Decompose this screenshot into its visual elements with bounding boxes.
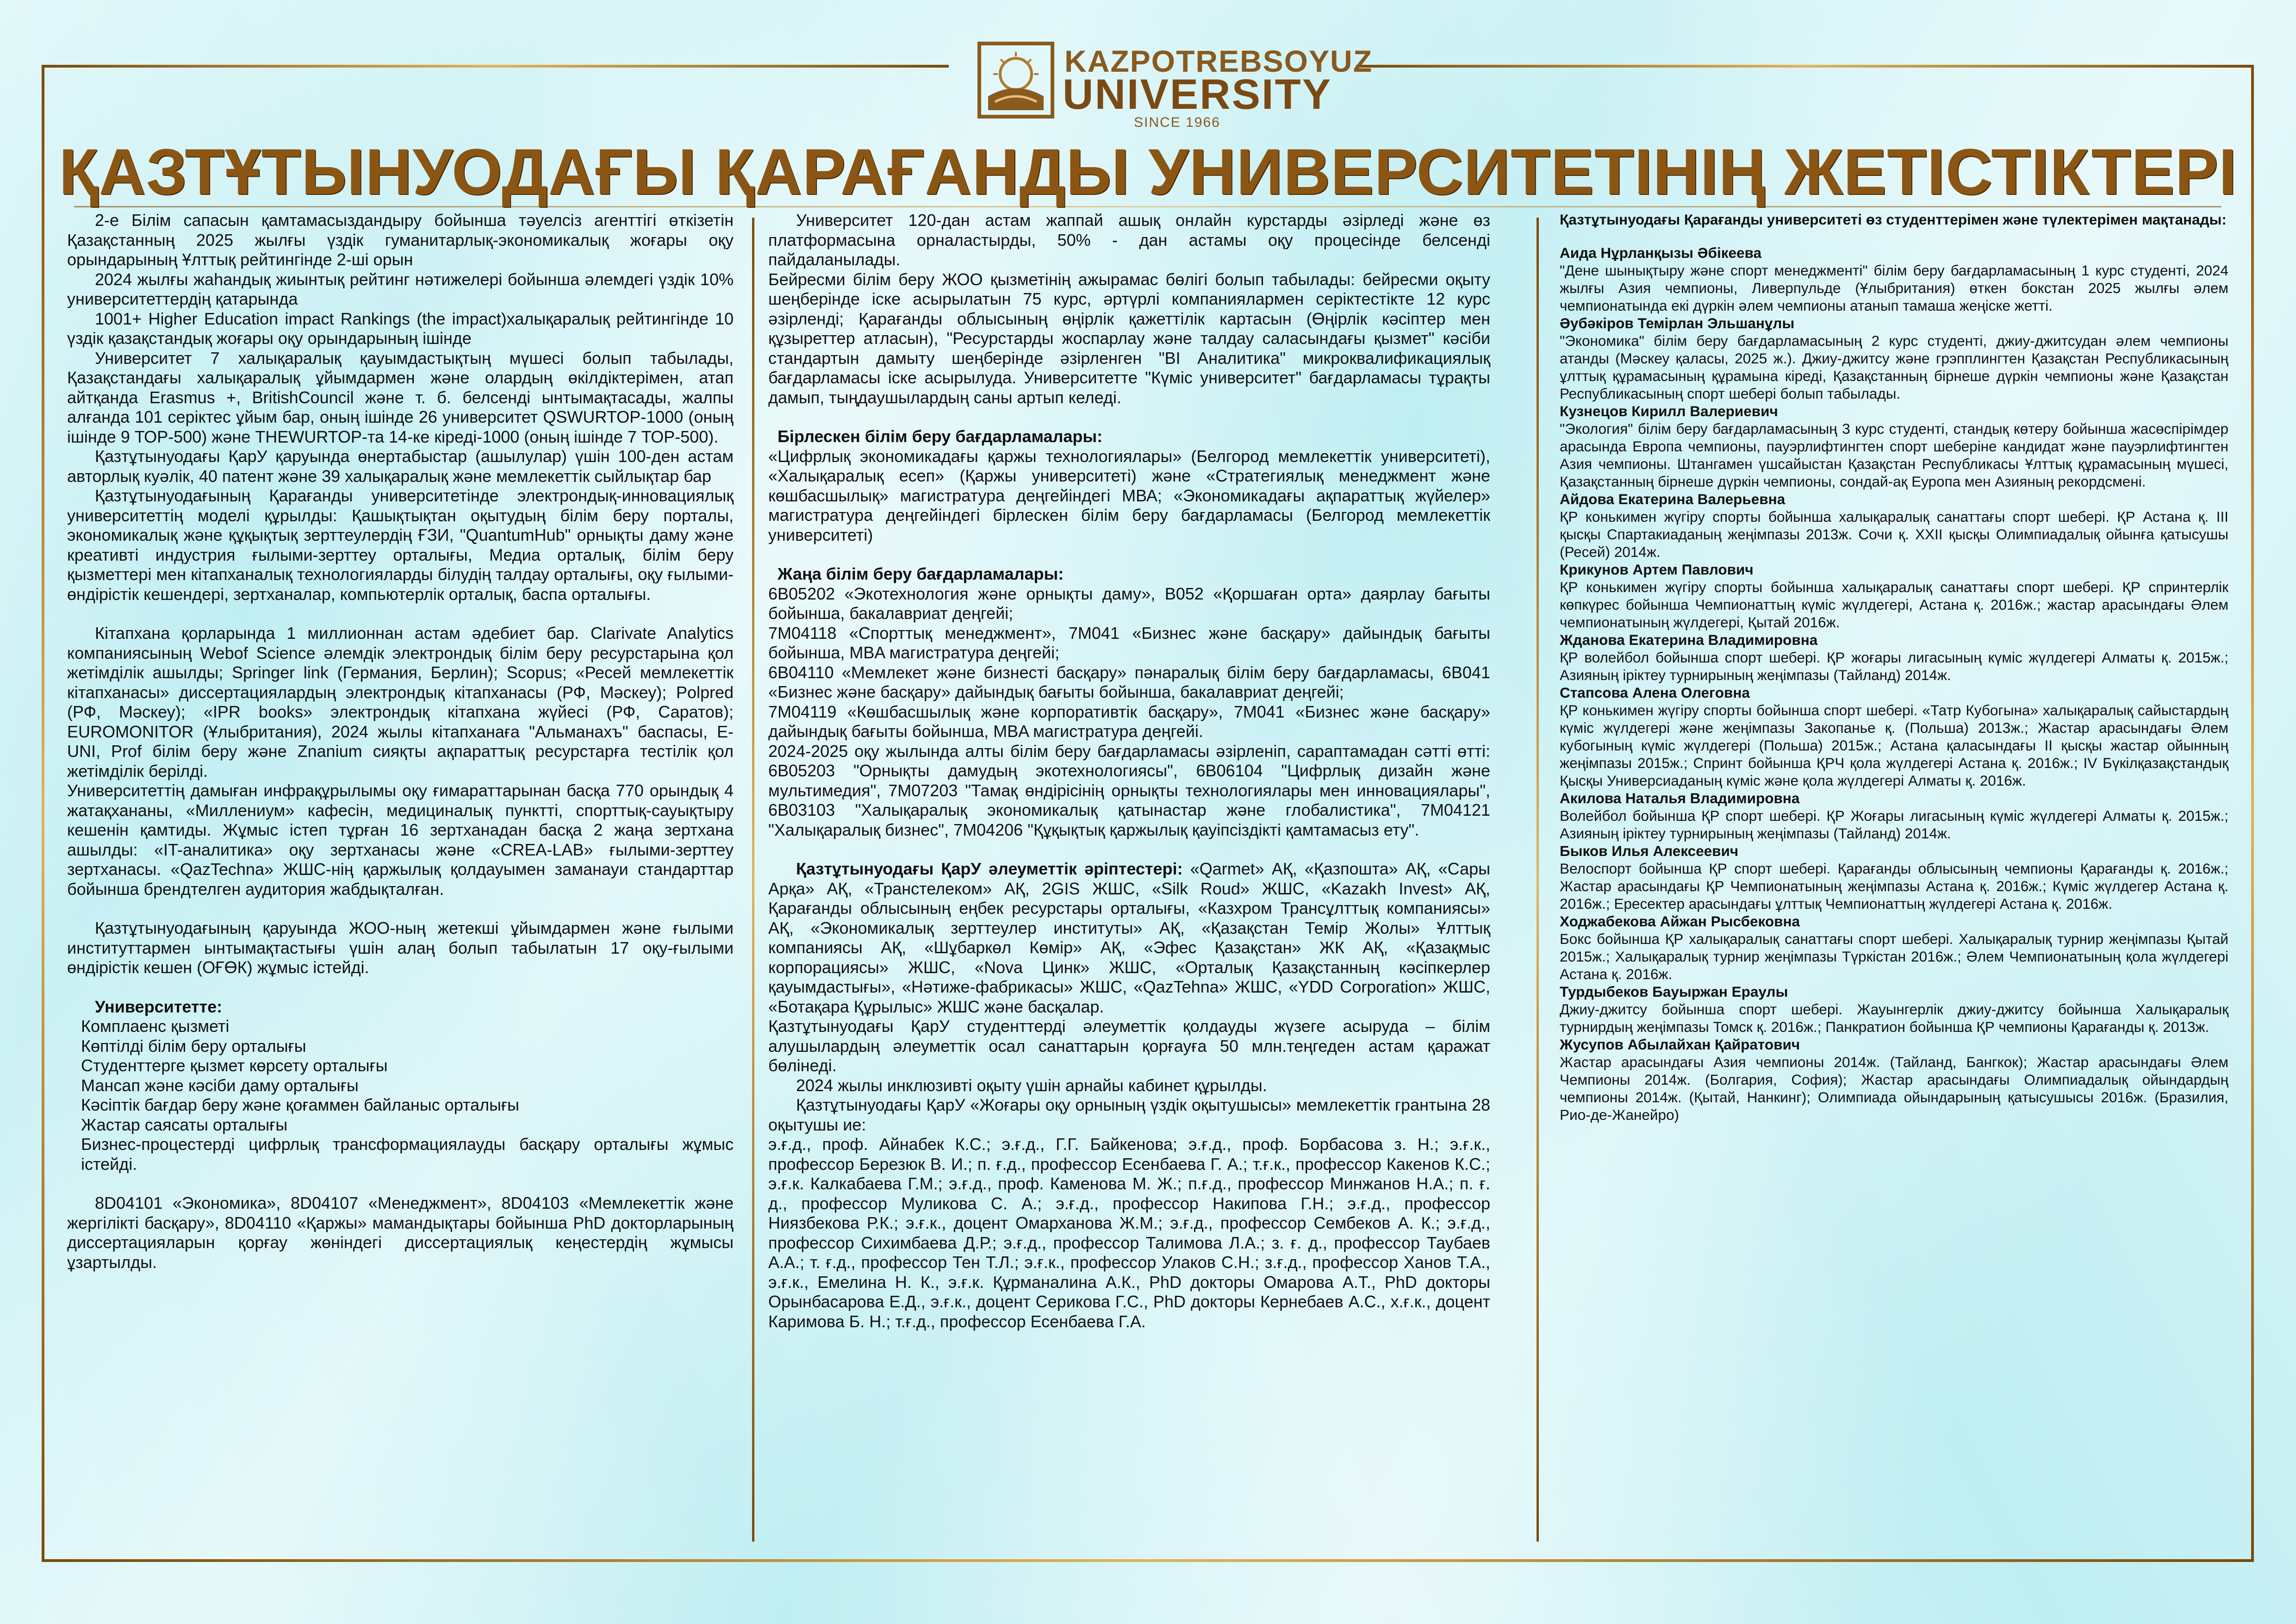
student-entry (1560, 561, 2228, 631)
student-name: Әубәкіров Темірлан Эльшанұлы (1560, 315, 1795, 331)
student-entry (1560, 402, 2228, 490)
col2-new-program: 6В05202 «Экотехнология және орнықты даму», В052 «Қоршаған орта» даярлау бағыты бойынша, бакалавриат деңгейі; (768, 584, 1490, 623)
student-entry (1560, 314, 2228, 402)
student-achievements: Волейбол бойынша ҚР спорт шебері. ҚР Жоғары лигасының күміс жүлдегері Алматы қ. 2015ж.; Азияның іріктеу турнирының жеңімпазы (Тайланд) 2014ж. (1560, 807, 2228, 842)
col1-services-list (67, 1017, 734, 1174)
student-achievements: Жастар арасындағы Азия чемпионы 2014ж. (Тайланд, Бангкок); Жастар арасындағы Әлем Чемпионы 2014ж. (Болгария, София); Жастар арасындағы Олимпиадалық ойындардың чемпионы 2014ж. (Қытай, Нанкинг); Олимпиада ойындарының қатысушысы 2016ж. (Бразилия, Рио-де-Жанейро) (1560, 1054, 2228, 1123)
col2-paragraph-2: Бейресми білім беру ЖОО қызметінің ажырамас бөлігі болып табылады: бейресми оқыту шеңберінде іске асырылатын 75 курс, әртүрлі компаниялармен серіктестікте 12 курс әзірленді; Қарағанды облысының өңірлік қажеттілік картасын (Өңірлік кәсіптер мен құзыреттер атласын), "Ресурстарды жоспарлау және талдау саласындағы қызмет" кәсіби стандартын дамыту шеңберінде әзірленген "BI Аналитика" микроквалификациялық бағдарламасы іске асырылуда. Университетте "Күміс университет" бағдарламасы тұрақты дамып, тыңдаушылардың саны артып келеді. (768, 269, 1490, 407)
student-entry (1560, 842, 2228, 912)
student-achievements: "Дене шынықтыру және спорт менеджменті" білім беру бағдарламасының 1 курс студенті, 2024 жылғы Азия чемпионы, Ливерпульде (Ұлыбритания) өткен бокстан 2025 жылғы әлем чемпионатында екі дүркін әлем чемпионы атанып тамаша жеңіске жетті. (1560, 262, 2228, 314)
student-entry (1560, 789, 2228, 842)
col1-paragraph-6: Қазтұтынуодағының Қарағанды университетінде электрондық-инновациялық университеттің моделі құрылды: Қашықтықтан оқытудың білім беру порталы, экономикалық және құқықтық зерттеулердің ҒЗИ, "QuantumHub" орнықты даму және креативті индустрия ғылыми-зерттеу орталығы, Медиа орталық, білім беру қызметтері мен кітапханалық технологияларды білудің талдау орталығы, оқу ғылыми-өндірістік кешендері, зертханалар, компьютерлік орталық, баспа орталығы. (67, 486, 734, 604)
col2-new-program: 7М04118 «Спорттық менеджмент», 7М041 «Бизнес және басқару» дайындық бағыты бойынша, MBA магистратура деңгейі; (768, 623, 1490, 662)
student-name: Жусупов Абылайхан Қайратович (1560, 1036, 1800, 1053)
student-achievements: "Экология" білім беру бағдарламасының 3 курс студенті, стандық көтеру бойынша жасөспірімдер арасында Европа чемпионы, пауэрлифтингтен спорт шеберіне кандидат және пауэрлифтингтен Азия чемпионы. Штангамен үшсайыстан Қазақстан Республикасы Ұлттық құрамасының мүшесі, Қазақстанның бірнеше дүркін чемпионы, сондай-ақ Еуропа мен Азияның рекордсмені. (1560, 420, 2228, 490)
student-name: Крикунов Артем Павлович (1560, 561, 1754, 578)
student-achievements: "Экономика" білім беру бағдарламасының 2 курс студенті, джиу-джитсудан әлем чемпионы атанды (Мәскеу қаласы, 2025 ж.). Джиу-джитсу және грэпплингтен Қазақстан Республикасының ұлттық құрамасының құрамына кіреді, Қазақстанның бірнеше дүркін чемпионы және Қазақстан Республикасының спорт шебері болып табылады. (1560, 332, 2228, 402)
frame-left (42, 65, 44, 1562)
student-achievements: ҚР конькимен жүгіру спорты бойынша спорт шебері. «Татр Кубогына» халықаралық сайыстардың күміс жүлдегері және жеңімпазы Закопанье қ. (Польша) 2013ж.; Жастар арасындағы Әлем кубогының күміс жүлдегері (Польша) 2015ж.; Астана қаласындағы ІІ қысқы жастар ойынның жеңімпазы 2015ж.; Спринт бойынша ҚРЧ қола жүлдегері Астана қ. 2016ж.; IV Бүкілқазақстандық Қысқы Универсиаданың күміс және қола жүлдегері Алматы қ. 2016ж. (1560, 702, 2228, 789)
student-name: Аида Нұрланқызы Әбікеева (1560, 244, 1761, 261)
col2-paragraph-3: Қазтұтынуодағы ҚарУ студенттерді әлеуметтік қолдауды жүзеге асыруда – білім алушылардың әлеуметтік осал санаттарын қорғауға 50 млн.теңгеден астам қаражат бөлінеді. (768, 1017, 1490, 1075)
student-name: Айдова Екатерина Валерьевна (1560, 491, 1786, 507)
col2-joint-programs: «Цифрлық экономикадағы қаржы технологиялары» (Белгород мемлекеттік университеті), «Халықаралық есеп» (Қаржы университеті) және «Стратегиялық менеджмент және көшбасшылық» магистратура деңгейіндегі МВА; «Экономикадағы ақпараттық жүйелер» магистратура деңгейіндегі бірлескен білім беру бағдарламасы (Белгород мемлекеттік университеті) (768, 446, 1490, 544)
list-item: Кәсіптік бағдар беру және қоғаммен байланыс орталығы (81, 1095, 519, 1114)
frame-right (2251, 65, 2254, 1562)
col1-paragraph-9: Қазтұтынуодағының қаруында ЖОО-ның жетекші ұйымдармен және ғылыми институттармен ынтымақтастығы үшін алаң болып табылатын 17 оқу-ғылыми өндірістік кешен (ОҒӨК) жұмыс істейді. (67, 918, 734, 977)
col2-partners (768, 859, 1490, 1017)
logo-line-1: KAZPOTREBSOYUZ (1064, 44, 1373, 78)
col2-new-program: 7М04119 «Көшбасшылық және корпоративтік басқару», 7М041 «Бизнес және басқару» дайындық бағыты бойынша, MBA магистратура деңгейі. (768, 702, 1490, 741)
student-achievements: Бокс бойынша ҚР халықаралық санаттағы спорт шебері. Халықаралық турнир жеңімпазы Қытай 2015ж.; Халықаралық турнир жеңімпазы Түркістан 2016ж.; Әлем Чемпионатының қола жүлдегері Астана қ. 2016ж. (1560, 931, 2228, 982)
col2-paragraph-5: Қазтұтынуодағы ҚарУ «Жоғары оқу орнының үздік оқытушысы» мемлекеттік грантына 28 оқытушы ие: (768, 1095, 1490, 1134)
col1-paragraph-1: 2-е Білім сапасын қамтамасыздандыру бойынша тәуелсіз агенттігі өткізетін Қазақстанның 2025 жылғы үздік гуманитарлық-экономикалық жоғары оқу орындарының Ұлттық рейтингінде 2-ші орын (67, 211, 734, 269)
column-divider-1 (752, 218, 754, 1542)
student-entry (1560, 983, 2228, 1036)
student-name: Стапсова Алена Олеговна (1560, 684, 1750, 701)
frame-bottom (42, 1559, 2254, 1562)
list-item: Студенттерге қызмет көрсету орталығы (81, 1056, 388, 1075)
list-item: Мансап және кәсіби даму орталығы (81, 1075, 359, 1095)
col1-paragraph-7: Кітапхана қорларында 1 миллионнан астам әдебиет бар. Clarivate Analytics компаниясының Webof Science әлемдік электрондық білім беру ресурстарына қол жетімділік ашылды; Springer link (Германия, Берлин); Scopus; «Ресей мемлекеттік кітапханасы» диссертациялардың электрондық кітапханасы (РФ, Мәскеу); Polpred (РФ, Мәскеу); «IPR books» электрондық кітапхана жүйесі (РФ, Саратов); EUROMONITOR (Ұлыбритания), 2024 жылы кітапханаға "Альманахъ" баспасы, E-UNI, Prof білім беру және Znanium сияқты ақпараттық ресурстарға тестілік қол жетімділік берілді. (67, 624, 734, 781)
list-item: Комплаенс қызметі (81, 1017, 230, 1036)
student-achievements: ҚР конькимен жүгіру спорты бойынша халықаралық санаттағы спорт шебері. ҚР спринтерлік көпкүрес бойынша Чемпионаттың күміс жүлдегері, Астана қ. 2016ж.; жастар арасындағы Әлем чемпионатының жүлдегері, Қытай 2016ж. (1560, 579, 2228, 631)
student-achievements: Велоспорт бойынша ҚР спорт шебері. Қарағанды облысының чемпионы Қарағанды қ. 2016ж.; Жастар арасындағы ҚР Чемпионатының жеңімпазы Астана қ. 2016ж.; Күміс жүлдегер Астана қ. 2016ж.; Ересектер арасындағы ұлттық Чемпионаттың жүлдегері Астана қ. 2016ж. (1560, 860, 2228, 912)
student-entry (1560, 684, 2228, 789)
column-3 (1560, 211, 2228, 1124)
list-item: Бизнес-процестерді цифрлық трансформациялауды басқару орталығы жұмыс істейді. (81, 1135, 734, 1174)
student-achievements: ҚР конькимен жүгіру спорты бойынша халықаралық санаттағы спорт шебері. ҚР Астана қ. ІІІ қысқы Спартакиаданың жеңімпазы 2013ж. Сочи қ. XXII қысқы Олимпиадалық ойынға қатысушы (Ресей) 2014ж. (1560, 508, 2228, 560)
student-entry (1560, 244, 2228, 314)
student-name: Ходжабекова Айжан Рысбековна (1560, 913, 1800, 930)
col2-new-program: 2024-2025 оқу жылында алты білім беру бағдарламасы әзірленіп, сараптамадан сәтті өтті: 6В05203 "Орнықты дамудың экотехнологиясы", 6В06104 "Цифрлық дизайн және мультимедия", 7М07203 "Тамақ өндірісінің орнықты технологиялары мен инновациялары", 6В03103 "Халықаралық экономикалық қатынастар және глобалистика", 7М04121 "Халықаралық бизнес", 7М04206 "Құқықтық қаржылық қауіпсіздікті қамтамасыз ету". (768, 741, 1490, 839)
list-item: Жастар саясаты орталығы (81, 1115, 288, 1134)
student-name: Быков Илья Алексеевич (1560, 843, 1739, 859)
col1-list-heading: Университетте: (95, 997, 223, 1016)
column-1 (67, 211, 734, 1272)
col1-paragraph-8: Университеттің дамыған инфрақұрылымы оқу ғимараттарынан басқа 770 орындық 4 жатақхананы, «Миллениум» кафесін, медициналық пунктті, спорттық-сауықтыру кешенін қамтиды. Жұмыс істеп тұрған 16 зертханадан басқа 2 жаңа зертхана ашылды: «IT-аналитика» оқу зертханасы және «CREA-LAB» ғылыми-зерттеу зертханасы. «QazTechna» ЖШС-нің қаржылық қолдауымен заманауи стандарттар бойынша брендтелген аудитория жабдықталған. (67, 781, 734, 899)
student-entry (1560, 490, 2228, 561)
student-achievements: ҚР волейбол бойынша спорт шебері. ҚР жоғары лигасының күміс жүлдегері Алматы қ. 2015ж.; Азияның іріктеу турнирының жеңімпазы (Тайланд) 2014ж. (1560, 649, 2228, 683)
logo-line-3: SINCE 1966 (1134, 115, 1220, 130)
col1-paragraph-2: 2024 жылғы жаһандық жиынтық рейтинг нәтижелері бойынша әлемдегі үздік 10% университеттердің қатарында (67, 269, 734, 308)
list-item: Көптілді білім беру орталығы (81, 1036, 306, 1056)
col2-new-heading: Жаңа білім беру бағдарламалары: (778, 564, 1064, 583)
col3-heading: Қазтұтынуодағы Қарағанды университеті өз студенттерімен және түлектерімен мақтанады: (1560, 211, 2227, 228)
student-entry (1560, 912, 2228, 983)
student-name: Турдыбеков Бауыржан Ераулы (1560, 983, 1788, 1000)
student-entry (1560, 1036, 2228, 1124)
col1-paragraph-5: Қазтұтынуодағы ҚарУ қаруында өнертабыстар (ашылулар) үшін 100-ден астам авторлық куәлік, 40 патент және 39 халықаралық және мемлекеттік сыйлықтар бар (67, 447, 734, 486)
col2-joint-heading: Бірлескен білім беру бағдарламалары: (778, 427, 1103, 446)
column-2 (768, 211, 1490, 1331)
col1-paragraph-4: Университет 7 халықаралық қауымдастықтың мүшесі болып табылады, Қазақстандағы халықаралық ұйымдармен және олардың өкілдіктерімен, атап айтқанда Erasmus +, BritishCouncil және т. б. белсенді ынтымақтасады, жалпы алғанда 101 серіктес ұйым бар, оның ішінде 26 университет QSWURTOP-1000 (оның ішінде 9 ТОР-500) және THEWURTOP-та 14-ке кіреді-1000 (оның ішінде 7 ТОР-500). (67, 348, 734, 446)
university-emblem-icon (977, 41, 1055, 119)
student-achievements: Джиу-джитсу бойынша спорт шебері. Жауынгерлік джиу-джитсу бойынша Халықаралық турнирдың жеңімпазы Томск қ. 2016ж.; Панкратион бойынша ҚР чемпионы Қарағанды қ. 2013ж. (1560, 1001, 2228, 1035)
university-logo (977, 41, 1373, 130)
col2-teachers-list: э.ғ.д., проф. Айнабек К.С.; э.ғ.д., Г.Г. Байкенова; э.ғ.д., проф. Борбасова з. Н.; э.ғ.к., профессор Березюк В. И.; п. ғ.д., профессор Есенбаева Г. А.; т.ғ.к., профессор Какенов К.С.; э.ғ.к. Калкабаева Г.М.; э.ғ.д., проф. Каменова М. Ж.; п.ғ.д., профессор Минжанов Н.А.; п. ғ. д., профессор Муликова С. А.; э.ғ.д., профессор Накипова Г.Н.; э.ғ.д., профессор Ниязбекова Р.К.; э.ғ.к., доцент Омарханова Ж.М.; э.ғ.д., профессор Сембеков А. К.; э.ғ.д., профессор Сихимбаева Д.Р.; э.ғ.д., профессор Талимова Л.А.; з. ғ. д., профессор Таубаев А.А.; т. ғ.д., профессор Тен Т.Л.; э.ғ.к., профессор Улаков С.Н.; з.ғ.д., профессор Ханов Т.А., э.ғ.к., Емелина Н. К., э.ғ.к. Құрманалина А.К., PhD докторы Омарова А.Т., PhD докторы Орынбасарова Е.Д., э.ғ.к., доцент Серикова Г.С., PhD докторы Кернебаев А.С., х.ғ.к., доцент Каримова Б. Н.; т.ғ.д., профессор Есенбаева Г.А. (768, 1135, 1490, 1331)
column-divider-2 (1537, 218, 1539, 1542)
col1-paragraph-3: 1001+ Higher Education impact Rankings (the impact)халықаралық рейтингінде 10 үздік қазақстандық жоғары оқу орындарының ішінде (67, 309, 734, 348)
logo-line-2: UNIVERSITY (1063, 71, 1332, 118)
col2-paragraph-1: Университет 120-дан астам жаппай ашық онлайн курстарды әзірледі және өз платформасына орналастырды, 50% - дан астамы оқу процесінде белсенді пайдаланылады. (768, 211, 1490, 269)
col2-partners-text: «Qarmet» АҚ, «Қазпошта» АҚ, «Сары Арқа» АҚ, «Транстелеком» АҚ, 2GIS ЖШС, «Silk Roud» ЖШС, «Kazakh Invest» АҚ, Қарағанды облысының еңбек ресурстары орталығы, «Казхром Трансұлттық компаниясы» АҚ, «Экономикалық зерттеулер институты» АҚ, «Қазақстан Темір Жолы» Ұлттық компаниясы АҚ, «Шұбаркөл Көмір» АҚ, «Эфес Қазақстан» ЖК АҚ, «Қазақмыс корпорациясы» ЖШС, «Nova Цинк» ЖШС, «Орталық Қазақстанның кәсіпкерлер қауымдастығы», «Нәтиже-фабрикасы» ЖШС, «QazTehna» ЖШС, «YDD Corporation» ЖШС, «Ботақара Құрылыс» ЖШС және басқалар. (768, 859, 1490, 1016)
frame-top-right (1356, 65, 2254, 68)
page-title: ҚАЗТҰТЫНУОДАҒЫ ҚАРАҒАНДЫ УНИВЕРСИТЕТІНІҢ ЖЕТІСТІКТЕРІ (59, 135, 2237, 208)
col2-new-program: 6В04110 «Мемлекет және бизнесті басқару» пәнаралық білім беру бағдарламасы, 6В041 «Бизнес және басқару» дайындық бағыты бойынша, бакалавриат деңгейі; (768, 662, 1490, 701)
student-name: Кузнецов Кирилл Валериевич (1560, 403, 1778, 419)
student-entry (1560, 631, 2228, 684)
col2-paragraph-4: 2024 жылы инклюзивті оқыту үшін арнайы кабинет құрылды. (796, 1075, 1267, 1095)
student-name: Жданова Екатерина Владимировна (1560, 631, 1818, 648)
student-name: Акилова Наталья Владимировна (1560, 790, 1800, 806)
frame-top-left (42, 65, 949, 68)
col2-partners-heading: Қазтұтынуодағы ҚарУ әлеуметтік әріптестері: (796, 859, 1183, 878)
col1-paragraph-10: 8D04101 «Экономика», 8D04107 «Менеджмент», 8D04103 «Мемлекеттік және жергілікті басқару», 8D04110 «Қаржы» мамандықтары бойынша PhD докторларының диссертацияларын қорғау жөніндегі диссертациялық кеңестердің жұмысы ұзартылды. (67, 1193, 734, 1272)
